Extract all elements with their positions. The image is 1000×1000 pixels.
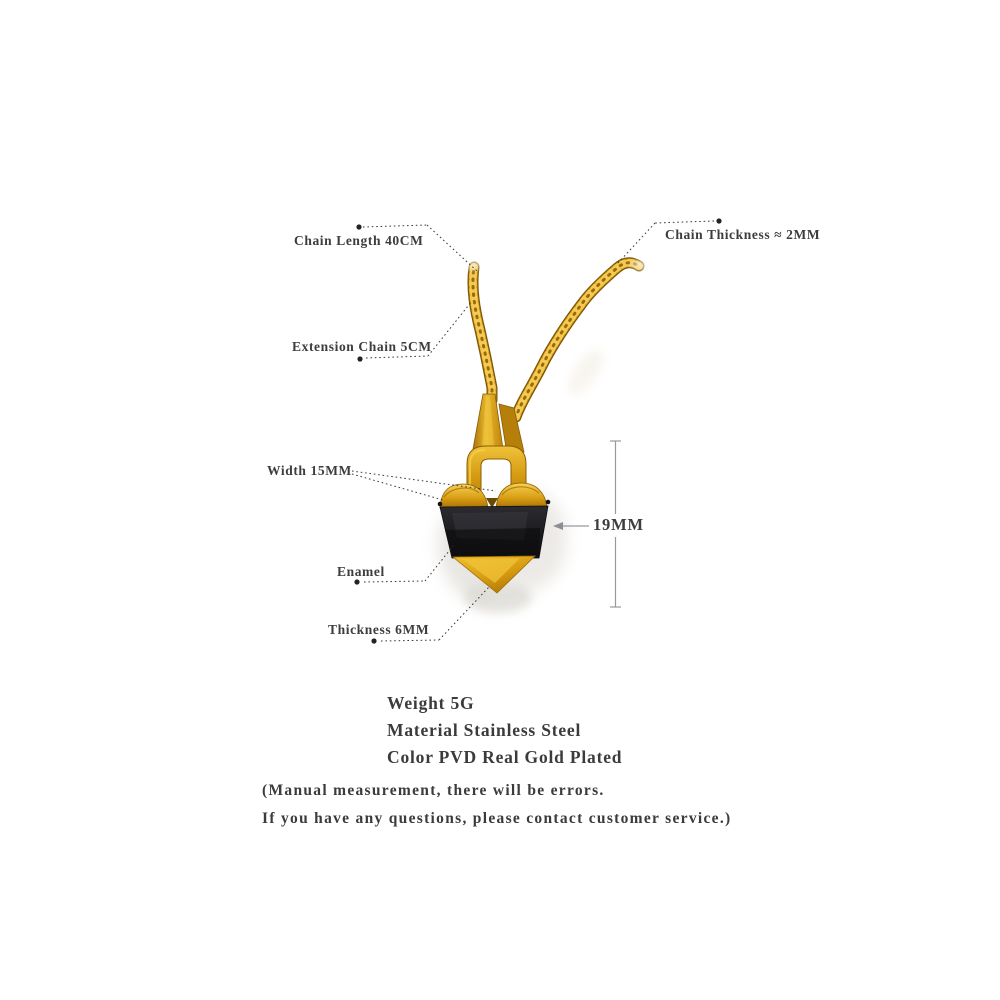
label-pendant-height: 19MM [593, 515, 644, 534]
disclaimer [262, 777, 731, 833]
spec-color: Color PVD Real Gold Plated [387, 747, 623, 767]
label-chain-thickness: Chain Thickness ≈ 2MM [665, 227, 821, 242]
disclaimer-line-1: (Manual measurement, there will be errors. [262, 782, 605, 799]
label-extension-chain: Extension Chain 5CM [292, 339, 432, 354]
chain-left-strand [473, 267, 492, 400]
pendant-pin-left [438, 502, 443, 507]
label-enamel: Enamel [337, 564, 385, 579]
label-width: Width 15MM [267, 463, 352, 478]
pendant-pin-right [546, 500, 551, 505]
leader-width-lower [352, 474, 443, 500]
label-thickness: Thickness 6MM [328, 622, 430, 637]
label-chain-length: Chain Length 40CM [294, 233, 424, 248]
spec-weight: Weight 5G [387, 693, 475, 713]
spec-material: Material Stainless Steel [387, 720, 582, 740]
chain [461, 258, 653, 417]
disclaimer-line-2: If you have any questions, please contact customer service.) [262, 810, 732, 827]
spec-list [387, 690, 622, 771]
chain-right-strand [516, 263, 639, 417]
